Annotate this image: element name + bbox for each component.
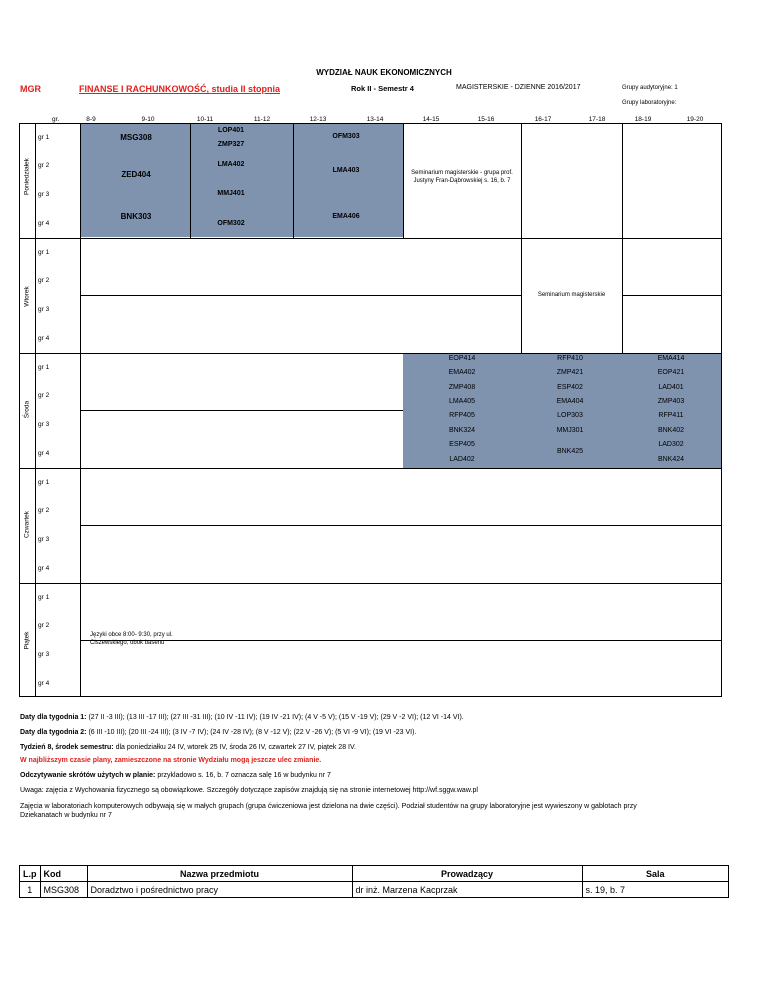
course-cell: BNK424 (657, 456, 685, 463)
legend-header: Kod (40, 866, 87, 882)
group-label: gr 1 (38, 134, 50, 141)
hour-19-20: 19-20 (686, 116, 704, 123)
legend-cell: dr inż. Marzena Kacprzak (352, 882, 582, 898)
course-cell: ESP405 (449, 441, 475, 448)
course-cell: RFP411 (658, 412, 684, 419)
day-tuesday: Wtorek (23, 286, 31, 307)
table-row (20, 882, 729, 898)
hour-10-11: 10-11 (196, 116, 214, 123)
seminar-monday: Seminarium magisterskie - grupa prof. Justyny Fran-Dąbrowskiej s. 16, b. 7 (411, 170, 513, 184)
group-label: gr 2 (38, 392, 50, 399)
course-cell: RFP410 (557, 355, 583, 362)
week8-note: Tydzień 8, środek semestru: dla poniedziałku 24 IV, wtorek 25 IV, środa 26 IV, czwartek 27 IV, piątek 28 IV. (20, 744, 356, 751)
course-cell: EMA406 (332, 213, 360, 220)
faculty-title: WYDZIAŁ NAUK EKONOMICZNYCH (316, 68, 452, 77)
course-cell: LAD302 (658, 441, 684, 448)
gr-header: gr. (52, 116, 60, 123)
group-label: gr 3 (38, 191, 50, 198)
abbreviation-note: Odczytywanie skrótów użytych w planie: przykladowo s. 16, b. 7 oznacza salę 16 w budynku nr 7 (20, 772, 331, 779)
group-label: gr 3 (38, 536, 50, 543)
degree-label: MGR (20, 84, 41, 94)
legend-header: Prowadzący (352, 866, 582, 882)
hour-11-12: 11-12 (253, 116, 271, 123)
course-cell: ZMP327 (217, 141, 245, 148)
course-cell: MMJ401 (217, 190, 245, 197)
course-cell: OFM303 (332, 133, 360, 140)
legend-cell: 1 (20, 882, 41, 898)
course-cell: BNK303 (120, 212, 152, 221)
hour-18-19: 18-19 (634, 116, 652, 123)
day-thursday: Czwartek (23, 510, 31, 539)
course-cell: EOP414 (448, 355, 476, 362)
course-cell: LAD401 (658, 384, 684, 391)
group-label: gr 2 (38, 507, 50, 514)
hour-8-9: 8-9 (86, 116, 96, 123)
friday-language-note: Języki obce 8:00- 9:30, przy ul. Ciszewskiego, obok basenu (90, 632, 173, 646)
group-label: gr 4 (38, 450, 50, 457)
legend-cell: MSG308 (40, 882, 87, 898)
day-monday: Poniedziałek (23, 158, 31, 195)
course-cell: LMA405 (448, 398, 476, 405)
study-mode: MAGISTERSKIE - DZIENNE 2016/2017 (456, 84, 581, 91)
legend-header: Nazwa przedmiotu (87, 866, 352, 882)
course-cell: ZMP421 (556, 369, 584, 376)
course-cell: EMA402 (448, 369, 476, 376)
pe-note: Uwaga: zajęcia z Wychowania fizycznego są obowiązkowe. Szczegóły dotyczące zapisów znajdują się na stronie internetowej http://wf.sggw.waw.pl (20, 787, 478, 794)
groups-lab: Grupy laboratoryjne: (622, 100, 677, 106)
course-cell: LMA402 (217, 161, 245, 168)
group-label: gr 4 (38, 565, 50, 572)
course-cell: ESP402 (557, 384, 583, 391)
seminar-tuesday: Seminarium magisterskie (537, 292, 606, 298)
hour-15-16: 15-16 (477, 116, 495, 123)
course-cell: EMA404 (556, 398, 584, 405)
course-cell: ZED404 (121, 170, 151, 179)
group-label: gr 3 (38, 651, 50, 658)
program-title: FINANSE I RACHUNKOWOŚĆ, studia II stopnia (79, 84, 281, 94)
hour-16-17: 16-17 (534, 116, 552, 123)
course-cell: BNK324 (448, 427, 476, 434)
course-cell: BNK425 (556, 448, 584, 455)
course-cell: OFM302 (217, 220, 245, 227)
group-label: gr 2 (38, 622, 50, 629)
group-label: gr 1 (38, 594, 50, 601)
lab-note-line1: Zajęcia w laboratoriach komputerowych odbywają się w małych grupach (grupa ćwiczeniowa jest dzielona na dwie części). Podział studentów na grupy laboratoryjne jest wywieszony w gablotach przy (20, 803, 637, 810)
day-friday: Piątek (23, 631, 31, 650)
year-semester: Rok II - Semestr 4 (351, 84, 414, 93)
course-legend-table (19, 865, 729, 898)
course-cell: BNK402 (657, 427, 685, 434)
group-label: gr 1 (38, 364, 50, 371)
group-label: gr 4 (38, 335, 50, 342)
day-wednesday: Środa (23, 400, 31, 419)
course-cell: RFP405 (449, 412, 475, 419)
hour-14-15: 14-15 (422, 116, 440, 123)
group-label: gr 2 (38, 277, 50, 284)
week2-dates: Daty dla tygodnia 2: (6 III -10 III); (20 III -24 III); (3 IV -7 IV); (24 IV -28 IV); (8 V -12 V); (22 V -26 V); (5 VI -9 VI); (19 VI -23 VI). (20, 729, 417, 736)
course-cell: LOP401 (217, 127, 245, 134)
group-label: gr 1 (38, 249, 50, 256)
group-label: gr 2 (38, 162, 50, 169)
legend-header-row (20, 866, 729, 882)
hour-9-10: 9-10 (141, 116, 155, 123)
course-cell: MSG308 (120, 133, 152, 142)
group-label: gr 4 (38, 680, 50, 687)
legend-header: L.p (20, 866, 41, 882)
hour-12-13: 12-13 (309, 116, 327, 123)
course-cell: LMA403 (332, 167, 360, 174)
lab-note-line2: Dziekanatach w budynku nr 7 (20, 812, 112, 819)
group-label: gr 3 (38, 306, 50, 313)
hour-17-18: 17-18 (588, 116, 606, 123)
hour-13-14: 13-14 (366, 116, 384, 123)
legend-cell: s. 19, b. 7 (582, 882, 729, 898)
warning-note: W najbliższym czasie plany, zamieszczone na stronie Wydziału mogą jeszcze ulec zmianie. (20, 757, 322, 764)
course-cell: EOP421 (657, 369, 685, 376)
course-cell: EMA414 (657, 355, 685, 362)
course-cell: LAD402 (449, 456, 475, 463)
course-cell: MMJ301 (556, 427, 584, 434)
week1-dates: Daty dla tygodnia 1: (27 II -3 III); (13 III -17 III); (27 III -31 III); (10 IV -11 IV); (19 IV -21 IV); (4 V -5 V); (15 V -19 V); (29 V -2 VI); (12 VI -14 VI). (20, 714, 464, 721)
course-cell: ZMP403 (657, 398, 685, 405)
groups-auditory: Grupy audytoryjne: 1 (622, 85, 678, 91)
legend-header: Sala (582, 866, 729, 882)
group-label: gr 4 (38, 220, 50, 227)
course-cell: ZMP408 (448, 384, 476, 391)
course-cell: LOP303 (557, 412, 583, 419)
group-label: gr 3 (38, 421, 50, 428)
legend-cell: Doradztwo i pośrednictwo pracy (87, 882, 352, 898)
group-label: gr 1 (38, 479, 50, 486)
